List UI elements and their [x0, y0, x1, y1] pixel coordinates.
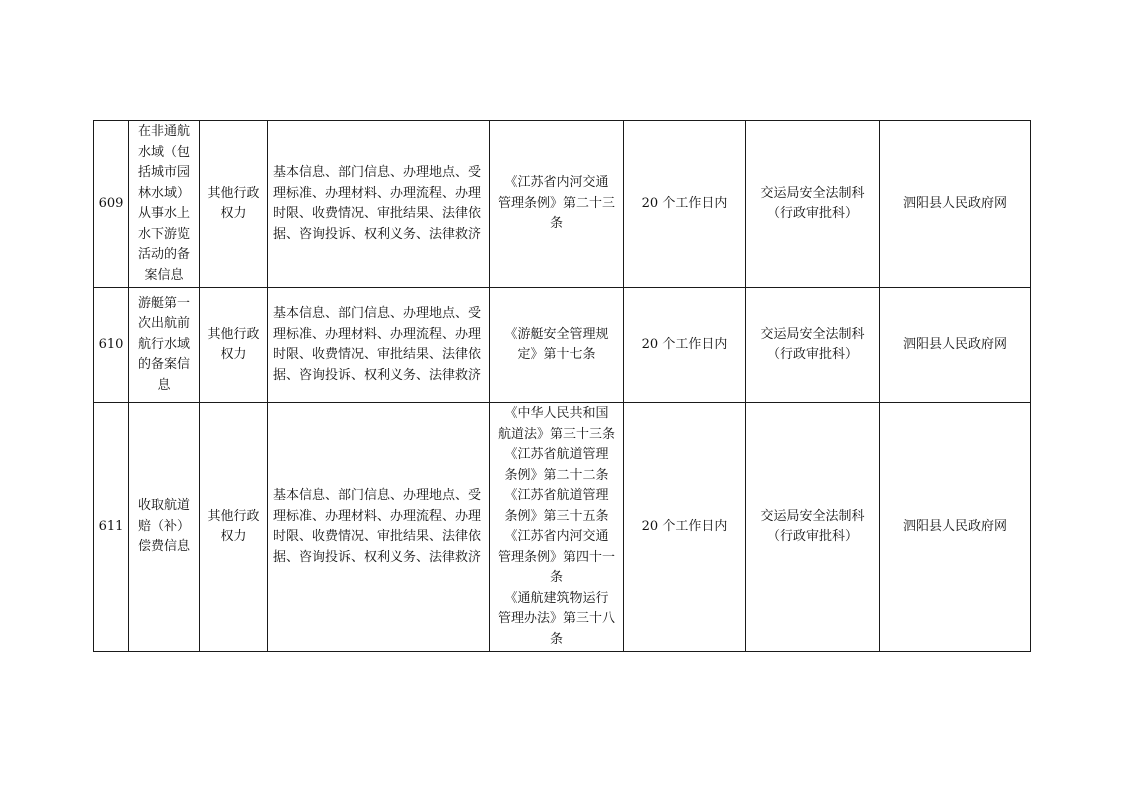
item-name: 游艇第一 次出航前 航行水域 的备案信 息 — [129, 288, 200, 403]
row-number: 609 — [94, 121, 129, 288]
time-limit: 20 个工作日内 — [624, 288, 746, 403]
item-name: 收取航道 赔（补） 偿费信息 — [129, 403, 200, 652]
disclosure-content: 基本信息、部门信息、办理地点、受 理标准、办理材料、办理流程、办理 时限、收费情况、审批结果、法律依 据、咨询投诉、权利义务、法律救济 — [268, 403, 490, 652]
disclosure-table — [93, 120, 1031, 652]
disclosure-content: 基本信息、部门信息、办理地点、受 理标准、办理材料、办理流程、办理 时限、收费情况、审批结果、法律依 据、咨询投诉、权利义务、法律救济 — [268, 288, 490, 403]
disclosure-channel: 泗阳县人民政府网 — [880, 288, 1031, 403]
responsible-department: 交运局安全法制科 （行政审批科） — [746, 403, 880, 652]
row-number: 610 — [94, 288, 129, 403]
legal-basis: 《游艇安全管理规 定》第十七条 — [490, 288, 624, 403]
disclosure-content: 基本信息、部门信息、办理地点、受 理标准、办理材料、办理流程、办理 时限、收费情况、审批结果、法律依 据、咨询投诉、权利义务、法律救济 — [268, 121, 490, 288]
power-category: 其他行政 权力 — [200, 288, 268, 403]
legal-basis: 《中华人民共和国 航道法》第三十三条 《江苏省航道管理 条例》第二十二条 《江苏省航道管理 条例》第三十五条 《江苏省内河交通 管理条例》第四十一 条 《通航建筑物运行 管理办法》第三十八 条 — [490, 403, 624, 652]
responsible-department: 交运局安全法制科 （行政审批科） — [746, 288, 880, 403]
time-limit: 20 个工作日内 — [624, 121, 746, 288]
time-limit: 20 个工作日内 — [624, 403, 746, 652]
table-row — [94, 288, 1031, 403]
disclosure-channel: 泗阳县人民政府网 — [880, 403, 1031, 652]
legal-basis: 《江苏省内河交通 管理条例》第二十三 条 — [490, 121, 624, 288]
power-category: 其他行政 权力 — [200, 121, 268, 288]
power-category: 其他行政 权力 — [200, 403, 268, 652]
disclosure-channel: 泗阳县人民政府网 — [880, 121, 1031, 288]
table-row — [94, 403, 1031, 652]
item-name: 在非通航 水域（包 括城市园 林水域） 从事水上 水下游览 活动的备 案信息 — [129, 121, 200, 288]
table-row — [94, 121, 1031, 288]
row-number: 611 — [94, 403, 129, 652]
responsible-department: 交运局安全法制科 （行政审批科） — [746, 121, 880, 288]
